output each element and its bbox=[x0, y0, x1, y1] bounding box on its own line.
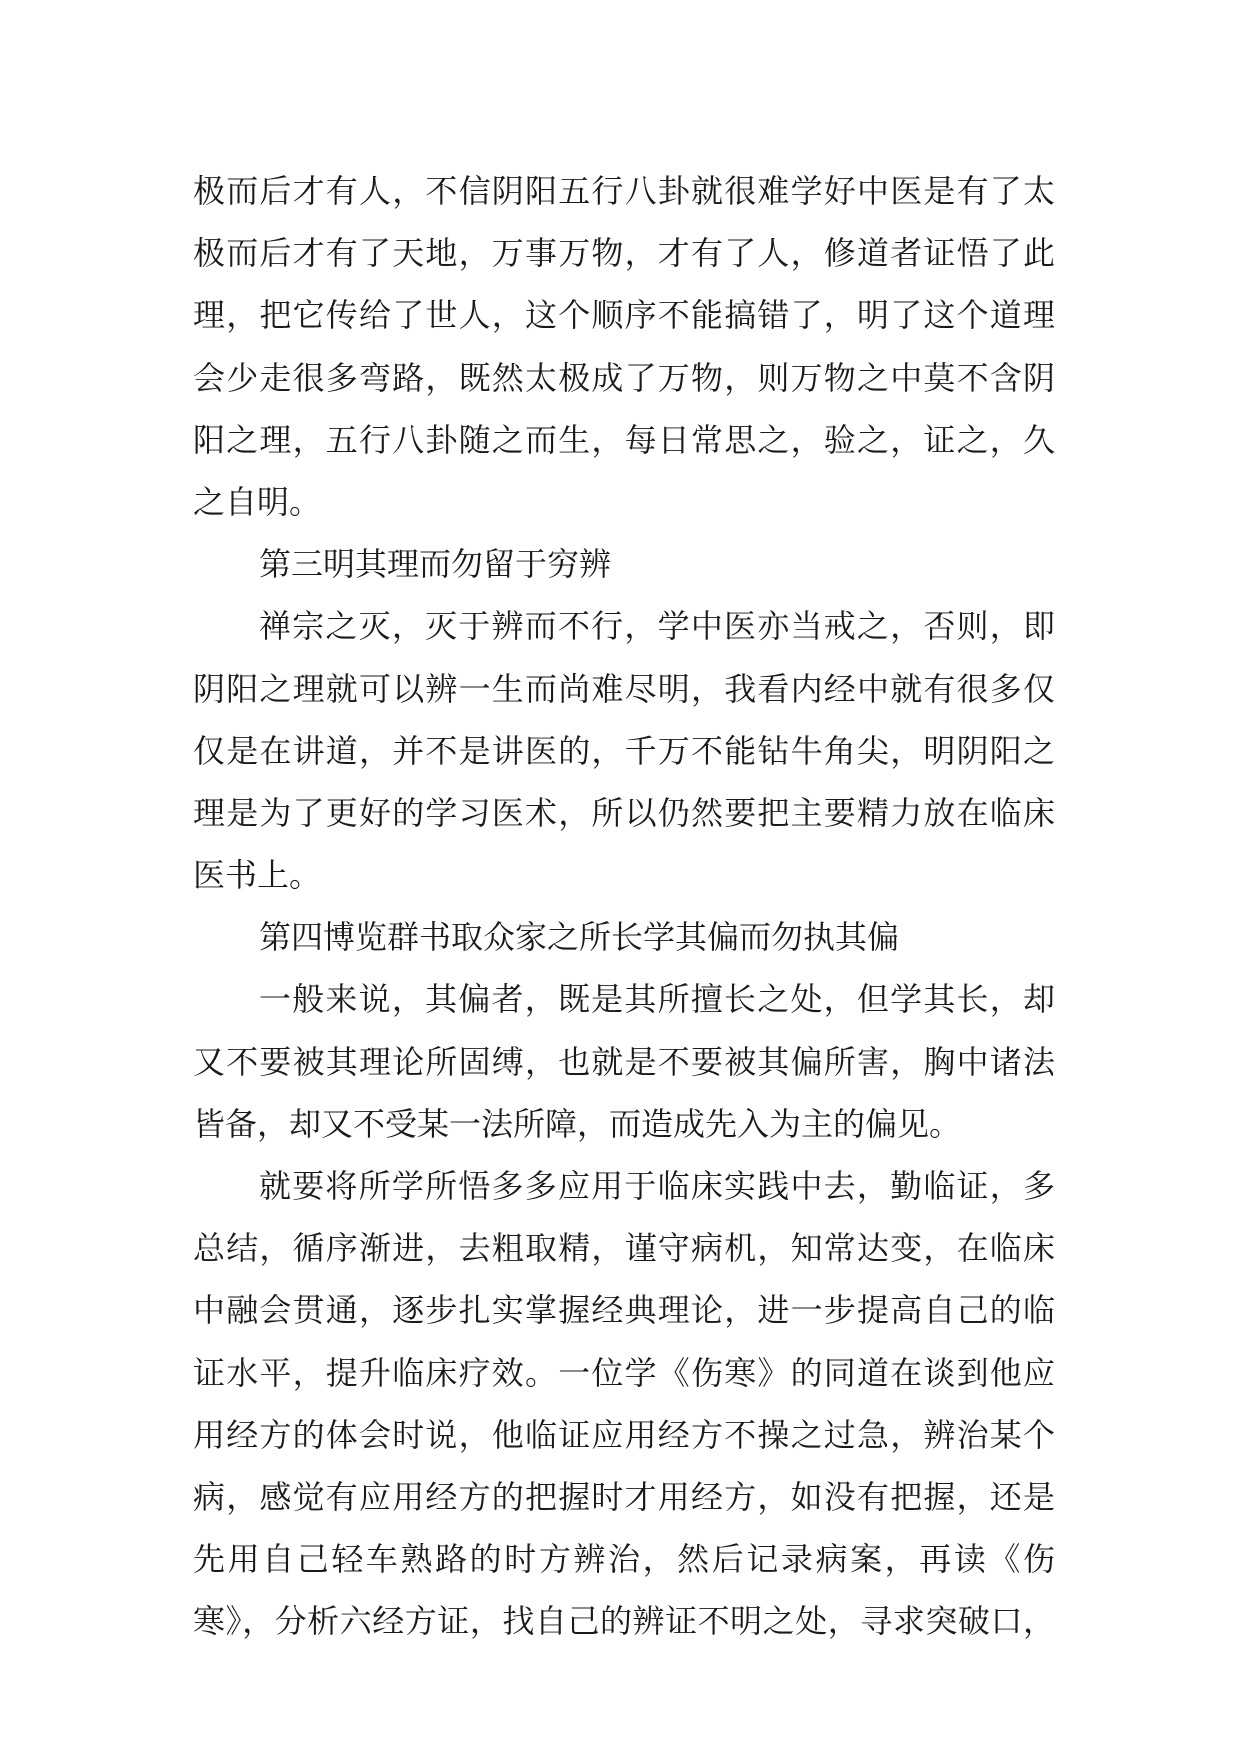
paragraph bbox=[193, 968, 1055, 1155]
text-line: 皆备，却又不受某一法所障，而造成先入为主的偏见。 bbox=[193, 1104, 962, 1143]
text-line: 病，感觉有应用经方的把握时才用经方，如没有把握，还是 bbox=[193, 1477, 1055, 1516]
text-line: 理是为了更好的学习医术，所以仍然要把主要精力放在临床 bbox=[193, 793, 1055, 832]
paragraph bbox=[193, 1155, 1055, 1653]
text-line: 仅是在讲道，并不是讲医的，千万不能钻牛角尖，明阴阳之 bbox=[193, 731, 1055, 770]
paragraph bbox=[193, 160, 1055, 533]
text-line: 阴阳之理就可以辨一生而尚难尽明，我看内经中就有很多仅 bbox=[193, 669, 1055, 708]
text-line: 禅宗之灭，灭于辨而不行，学中医亦当戒之，否则，即 bbox=[259, 607, 1055, 646]
text-line: 又不要被其理论所固缚，也就是不要被其偏所害，胸中诸法 bbox=[193, 1042, 1055, 1081]
text-line: 阳之理，五行八卦随之而生，每日常思之，验之，证之，久 bbox=[193, 420, 1055, 459]
section-heading bbox=[193, 906, 1055, 968]
text-line: 中融会贯通，逐步扎实掌握经典理论，进一步提高自己的临 bbox=[193, 1291, 1055, 1330]
document-page bbox=[193, 160, 1055, 1653]
heading-text: 第三明其理而勿留于穷辨 bbox=[259, 545, 612, 584]
text-line: 极而后才有了天地，万事万物，才有了人，修道者证悟了此 bbox=[193, 234, 1055, 273]
text-line: 医书上。 bbox=[193, 856, 322, 895]
text-line: 用经方的体会时说，他临证应用经方不操之过急，辨治某个 bbox=[193, 1415, 1055, 1454]
text-line: 之自明。 bbox=[193, 482, 322, 521]
text-line: 寒》，分析六经方证，找自己的辨证不明之处，寻求突破口， bbox=[193, 1602, 1055, 1641]
text-line: 极而后才有人，不信阴阳五行八卦就很难学好中医是有了太 bbox=[193, 172, 1055, 210]
text-line: 一般来说，其偏者，既是其所擅长之处，但学其长，却 bbox=[259, 980, 1055, 1019]
paragraph bbox=[193, 595, 1055, 906]
text-line: 会少走很多弯路，既然太极成了万物，则万物之中莫不含阴 bbox=[193, 358, 1055, 397]
text-line: 就要将所学所悟多多应用于临床实践中去，勤临证，多 bbox=[259, 1167, 1055, 1205]
text-line: 总结，循序渐进，去粗取精，谨守病机，知常达变，在临床 bbox=[193, 1229, 1055, 1268]
text-line: 先用自己轻车熟路的时方辨治，然后记录病案，再读《伤 bbox=[193, 1540, 1055, 1579]
section-heading bbox=[193, 533, 1055, 595]
text-line: 理，把它传给了世人，这个顺序不能搞错了，明了这个道理 bbox=[193, 296, 1055, 335]
heading-text: 第四博览群书取众家之所长学其偏而勿执其偏 bbox=[259, 918, 900, 957]
text-line: 证水平，提升临床疗效。一位学《伤寒》的同道在谈到他应 bbox=[193, 1353, 1055, 1392]
